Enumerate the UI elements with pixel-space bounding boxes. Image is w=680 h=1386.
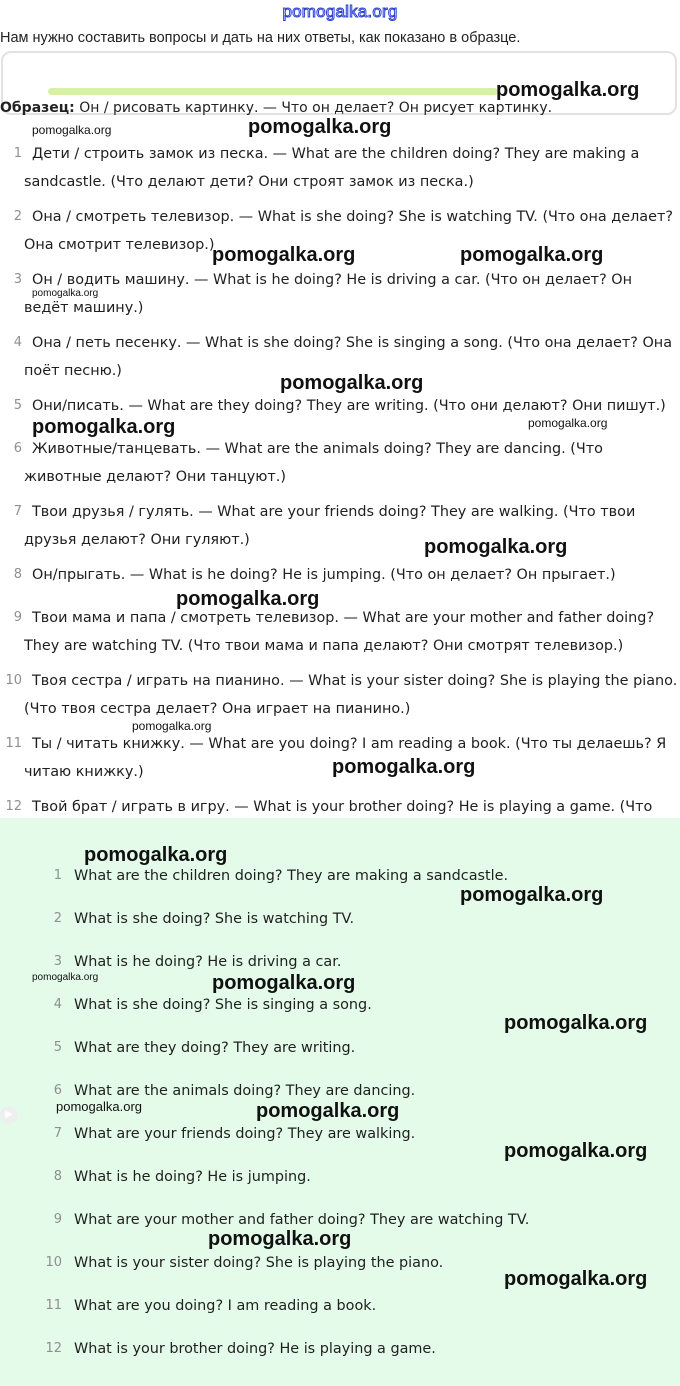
answer-number: 2 (53, 911, 62, 926)
answer-text: What is your sister doing? She is playing the piano. (74, 1255, 444, 1271)
watermark: pomogalka.org (176, 588, 320, 610)
watermark: pomogalka.org (212, 972, 356, 994)
answer-number: 10 (45, 1255, 62, 1270)
question-number: 8 (13, 567, 22, 582)
answer-text: What are they doing? They are writing. (74, 1040, 356, 1056)
answer-number: 8 (53, 1169, 62, 1184)
answer-item (0, 1165, 680, 1189)
question-number: 6 (13, 441, 22, 456)
answer-text: What are the animals doing? They are dancing. (74, 1083, 416, 1099)
watermark: pomogalka.org (504, 1012, 648, 1034)
answer-item (0, 1337, 680, 1361)
answer-text: What are your mother and father doing? They are watching TV. (74, 1212, 530, 1228)
answer-item (0, 1036, 680, 1060)
question-text: Животные/танцевать. — What are the animals doing? They are dancing. (Что животные делают? Они танцуют.) (24, 441, 603, 485)
answer-number: 3 (53, 954, 62, 969)
answer-item (0, 1294, 680, 1318)
question-number: 4 (13, 335, 22, 350)
watermark: pomogalka.org (32, 288, 99, 299)
answer-text: What is your brother doing? He is playing a game. (74, 1341, 436, 1357)
watermark: pomogalka.org (504, 1268, 648, 1290)
sample-label: Образец: (0, 100, 75, 116)
sample-line (0, 100, 680, 116)
answer-text: What are your friends doing? They are walking. (74, 1126, 416, 1142)
watermark: pomogalka.org (212, 244, 356, 266)
question-number: 7 (13, 504, 22, 519)
watermark: pomogalka.org (32, 972, 99, 983)
answer-text: What are the children doing? They are making a sandcastle. (74, 868, 509, 884)
answer-text: What is he doing? He is jumping. (74, 1169, 311, 1185)
answer-text: What is he doing? He is driving a car. (74, 954, 342, 970)
watermark: pomogalka.org (248, 116, 392, 138)
question-number: 2 (13, 209, 22, 224)
answer-text: What is she doing? She is singing a song. (74, 997, 372, 1013)
answer-number: 6 (53, 1083, 62, 1098)
watermark: pomogalka.org (460, 884, 604, 906)
answer-item (0, 950, 680, 974)
play-icon[interactable]: ▶ (0, 1106, 18, 1124)
watermark: pomogalka.org (256, 1100, 400, 1122)
question-text: Они/писать. — What are they doing? They are writing. (Что они делают? Они пишут.) (32, 398, 666, 414)
watermark: pomogalka.org (460, 244, 604, 266)
watermark: pomogalka.org (496, 79, 640, 101)
question-number: 12 (5, 799, 22, 814)
question-number: 9 (13, 610, 22, 625)
question-item (0, 435, 680, 491)
answer-number: 1 (53, 868, 62, 883)
watermark: pomogalka.org (32, 123, 112, 137)
question-item (0, 604, 680, 660)
watermark: pomogalka.org (56, 1099, 142, 1114)
question-text: Твои друзья / гулять. — What are your friends doing? They are walking. (Что твои друзья делают? Они гуляют.) (24, 504, 636, 548)
question-text: Ты / читать книжку. — What are you doing? I am reading a book. (Что ты делаешь? Я читаю книжку.) (24, 736, 667, 780)
question-number: 10 (5, 673, 22, 688)
question-item (0, 498, 680, 554)
answer-text: What are you doing? I am reading a book. (74, 1298, 377, 1314)
site-logo[interactable]: pomogalka.org (282, 2, 398, 21)
question-text: Она / смотреть телевизор. — What is she doing? She is watching TV. (Что она делает? Она смотрит телевизор.) (24, 209, 673, 253)
answer-number: 9 (53, 1212, 62, 1227)
question-item (0, 140, 680, 196)
question-number: 5 (13, 398, 22, 413)
highlight-bar (48, 88, 498, 95)
question-text: Твои мама и папа / смотреть телевизор. — What are your mother and father doing? They are watching TV. (Что твои мама и папа делают? Они смотрят телевизор.) (24, 610, 655, 654)
watermark: pomogalka.org (528, 416, 608, 430)
question-item (0, 667, 680, 723)
watermark: pomogalka.org (424, 536, 568, 558)
question-text: Он / водить машину. — What is he doing? He is driving a car. (Что он делает? Он ведёт машину.) (24, 272, 633, 316)
question-text: Она / петь песенку. — What is she doing? She is singing a song. (Что она делает? Она поёт песню.) (24, 335, 673, 379)
watermark: pomogalka.org (32, 416, 176, 438)
sample-text: Он / рисовать картинку. — Что он делает? Он рисует картинку. (74, 100, 553, 116)
question-number: 3 (13, 272, 22, 287)
watermark: pomogalka.org (504, 1140, 648, 1162)
answer-number: 4 (53, 997, 62, 1012)
watermark: pomogalka.org (280, 372, 424, 394)
answer-number: 7 (53, 1126, 62, 1141)
question-number: 1 (13, 146, 22, 161)
question-item (0, 561, 680, 589)
question-text: Дети / строить замок из песка. — What are the children doing? They are making a sandcastle. (Что делают дети? Они строят замок из песка.) (24, 146, 640, 190)
question-number: 11 (5, 736, 22, 751)
intro-text: Нам нужно составить вопросы и дать на них ответы, как показано в образце. (0, 30, 521, 46)
question-text: Твоя сестра / играть на пианино. — What is your sister doing? She is playing the piano. (Что твоя сестра делает? Она играет на пианино.) (24, 673, 678, 717)
watermark: pomogalka.org (132, 719, 212, 733)
watermark: pomogalka.org (208, 1228, 352, 1250)
answer-number: 5 (53, 1040, 62, 1055)
question-item (0, 266, 680, 322)
answer-item (0, 907, 680, 931)
answer-text: What is she doing? She is watching TV. (74, 911, 355, 927)
answer-number: 11 (45, 1298, 62, 1313)
watermark: pomogalka.org (332, 756, 476, 778)
watermark: pomogalka.org (84, 844, 228, 866)
answer-number: 12 (45, 1341, 62, 1356)
question-text: Он/прыгать. — What is he doing? He is jumping. (Что он делает? Он прыгает.) (32, 567, 616, 583)
question-text: Твой брат / играть в игру. — What is your brother doing? He is playing a game. (Что (32, 799, 653, 815)
